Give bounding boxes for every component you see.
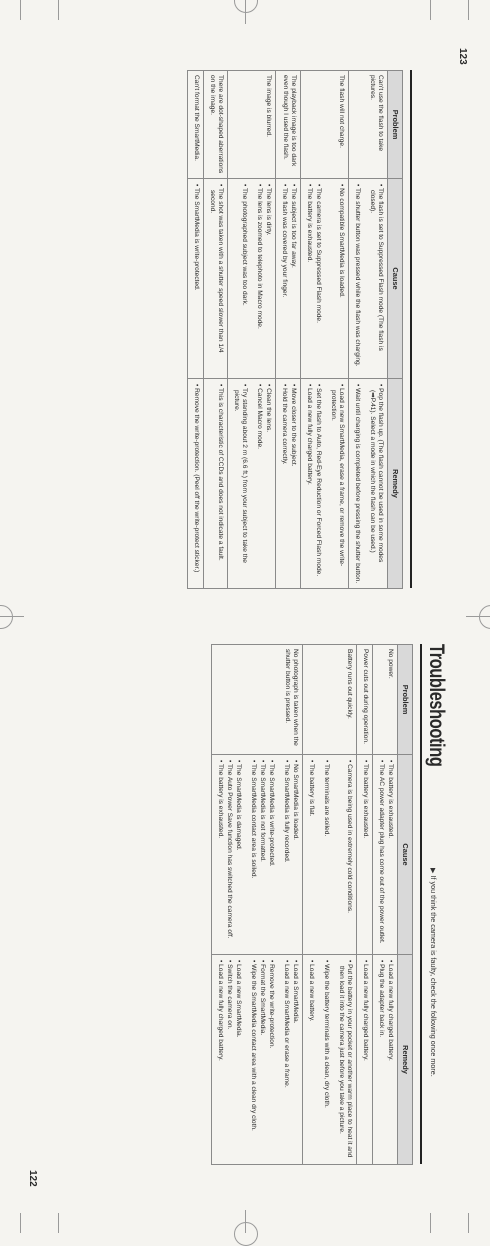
table-row <box>373 645 398 1165</box>
cause-item: • The AC power adapter plug has come out of the power outlet. <box>377 759 385 950</box>
cause-cell <box>303 755 319 955</box>
cause-cell <box>188 179 204 379</box>
cause-item: • The flash is set to Suppressed Flash mode (The flash is closed). <box>368 183 384 374</box>
remedy-item: • Switch the camera on. <box>225 959 233 1160</box>
table-row <box>251 71 276 589</box>
troubleshooting-table-right <box>187 70 403 589</box>
cause-item: • Camera is being used in extremely cold conditions. <box>345 759 353 950</box>
cause-cell <box>301 179 326 379</box>
remedy-item: • Plug the adapter back in. <box>377 959 385 1160</box>
table-row <box>245 645 278 1165</box>
cause-cell <box>251 179 276 379</box>
remedy-item: • Load a new SmartMedia or erase a frame. <box>282 959 290 1160</box>
cause-item: • The SmartMedia contact area is soiled. <box>249 759 257 950</box>
table-row <box>276 71 301 589</box>
cause-item: • The shutter button was pressed while the flash was charging. <box>353 183 361 374</box>
problem-cell <box>318 645 333 755</box>
problem-cell: Can't use the flash to take pictures. <box>364 71 388 179</box>
column-header-remedy: Remedy <box>388 379 403 589</box>
cause-cell <box>276 179 301 379</box>
cause-cell <box>228 179 252 379</box>
cause-cell <box>278 755 303 955</box>
table-row <box>325 71 349 589</box>
remedy-cell <box>349 379 365 589</box>
remedy-cell <box>188 379 204 589</box>
remedy-cell <box>373 955 398 1165</box>
remedy-item: • Move closer to the subject. <box>289 383 297 584</box>
remedy-item: • Load a new fully charged battery. <box>361 959 369 1160</box>
cause-cell <box>212 755 246 955</box>
remedy-item: • Remove the write-protection. (Peel off the write-protect sticker.) <box>192 383 200 584</box>
cause-item: • The battery is exhausted. <box>386 759 394 950</box>
remedy-item: • Wipe the battery terminals with a clean, dry cloth. <box>322 959 330 1160</box>
remedy-cell <box>278 955 303 1165</box>
remedy-item: • Put the battery in your pocket or another warm place to heat it and then load it into the camera just before you take a picture. <box>337 959 353 1160</box>
problem-cell <box>303 645 319 755</box>
table-row <box>349 71 365 589</box>
remedy-item: • Load a new fully charged battery. <box>216 959 224 1160</box>
remedy-cell <box>228 379 252 589</box>
remedy-item: • Wait until charging is completed before pressing the shutter button. <box>353 383 361 584</box>
problem-cell: Battery runs out quickly. <box>333 645 357 755</box>
remedy-cell <box>301 379 326 589</box>
table-row <box>333 645 357 1165</box>
page-number-left: 122 <box>27 1170 38 1187</box>
problem-cell <box>245 645 278 755</box>
cause-item: • The photographed subject was too dark. <box>240 183 248 374</box>
table-row <box>278 645 303 1165</box>
problem-cell <box>228 71 252 179</box>
column-header-problem: Problem <box>388 71 403 179</box>
cause-item: • No compatible SmartMedia is loaded. <box>337 183 345 374</box>
remedy-cell <box>325 379 349 589</box>
cause-item: • The camera is set to Suppressed Flash mode. <box>314 183 322 374</box>
cause-item: • The battery is flat. <box>307 759 315 950</box>
header-rule-right <box>410 70 412 588</box>
remedy-item: • Remove the write-protection. <box>267 959 275 1160</box>
column-header-cause: Cause <box>388 179 403 379</box>
remedy-cell <box>204 379 228 589</box>
cause-cell <box>333 755 357 955</box>
table-row <box>212 645 246 1165</box>
remedy-item: • Clean the lens. <box>264 383 272 584</box>
remedy-item: • Load a new fully charged battery. <box>386 959 394 1160</box>
column-header-problem: Problem <box>398 645 413 755</box>
remedy-item: • Load a new SmartMedia, erase a frame, or remove the write-protection. <box>329 383 345 584</box>
cause-item: • The Auto Power Save function has switched the camera off. <box>225 759 233 950</box>
cause-item: • The subject is too far away. <box>289 183 297 374</box>
table-row <box>228 71 252 589</box>
cause-item: • The SmartMedia is write-protected. <box>267 759 275 950</box>
cause-cell <box>373 755 398 955</box>
cause-item: • The SmartMedia is not formatted. <box>258 759 266 950</box>
problem-cell <box>349 71 365 179</box>
problem-cell: There are dot-shaped aberrations on the image. <box>204 71 228 179</box>
remedy-cell <box>333 955 357 1165</box>
cause-cell <box>318 755 333 955</box>
remedy-cell <box>245 955 278 1165</box>
remedy-cell <box>251 379 276 589</box>
problem-cell <box>212 645 246 755</box>
remedy-item: • Load a new battery. <box>307 959 315 1160</box>
remedy-item: • Load a SmartMedia. <box>291 959 299 1160</box>
remedy-item: • Wipe the SmartMedia contact area with a clean dry cloth. <box>249 959 257 1160</box>
cause-item: • The flash was covered by your finger. <box>280 183 288 374</box>
page-title: Troubleshooting <box>425 644 448 767</box>
remedy-item: • Pop the flash up. (The flash cannot be used in some modes (➡P.41). Select a mode in which the flash can be used.) <box>368 383 384 584</box>
remedy-item: • Hold the camera correctly. <box>280 383 288 584</box>
cause-cell <box>204 179 228 379</box>
remedy-item: • Load a new fully charged battery. <box>305 383 313 584</box>
problem-cell: Can't format the SmartMedia. <box>188 71 204 179</box>
problem-cell: The flash will not charge. <box>325 71 349 179</box>
remedy-cell <box>357 955 373 1165</box>
remedy-cell <box>212 955 246 1165</box>
problem-cell: The playback image is too dark even though I used the flash. <box>276 71 301 179</box>
remedy-cell <box>364 379 388 589</box>
cause-item: • The SmartMedia is write-protected. <box>192 183 200 374</box>
table-row <box>303 645 319 1165</box>
column-header-cause: Cause <box>398 755 413 955</box>
intro-note: ▶ If you think the camera is faulty, check the following once more. <box>429 868 438 1077</box>
table-row <box>318 645 333 1165</box>
table-row <box>301 71 326 589</box>
cause-item: • The shot was taken with a shutter speed slower than 1/4 second. <box>208 183 224 374</box>
cause-cell <box>325 179 349 379</box>
remedy-cell <box>303 955 319 1165</box>
cause-cell <box>357 755 373 955</box>
remedy-item: • Set the flash to Auto, Red-Eye Reduction or Forced Flash mode. <box>314 383 322 584</box>
problem-cell: The image is blurred. <box>251 71 276 179</box>
cause-item: • The SmartMedia is fully recorded. <box>282 759 290 950</box>
problem-cell: No power. <box>373 645 398 755</box>
cause-item: • No SmartMedia is loaded. <box>291 759 299 950</box>
cause-item: • The lens is zoomed to telephoto in Macro mode. <box>255 183 263 374</box>
remedy-item: • Cancel Macro mode. <box>255 383 263 584</box>
cause-item: • The battery is exhausted. <box>216 759 224 950</box>
table-row <box>204 71 228 589</box>
problem-cell <box>301 71 326 179</box>
header-rule-left <box>420 644 422 1164</box>
column-header-remedy: Remedy <box>398 955 413 1165</box>
remedy-cell <box>318 955 333 1165</box>
remedy-item: • This is characteristic of CCDs and does not indicate a fault. <box>216 383 224 584</box>
cause-item: • The battery is exhausted. <box>361 759 369 950</box>
cause-item: • The SmartMedia is damaged. <box>234 759 242 950</box>
remedy-item: • Load a new SmartMedia. <box>234 959 242 1160</box>
cause-item: • The lens is dirty. <box>264 183 272 374</box>
cause-cell <box>364 179 388 379</box>
table-row <box>364 71 388 589</box>
remedy-item: • Try standing about 2 m (6.6 ft.) from your subject to take the picture. <box>232 383 248 584</box>
table-row <box>357 645 373 1165</box>
cause-cell <box>245 755 278 955</box>
cause-cell <box>349 179 365 379</box>
page-number-right: 123 <box>457 48 468 65</box>
remedy-item: • Format the SmartMedia. <box>258 959 266 1160</box>
troubleshooting-table-left <box>211 644 413 1165</box>
table-row <box>188 71 204 589</box>
cause-item: • The terminals are soiled. <box>322 759 330 950</box>
remedy-cell <box>276 379 301 589</box>
problem-cell: Power cuts out during operation. <box>357 645 373 755</box>
problem-cell: No photograph is taken when the shutter button is pressed. <box>278 645 303 755</box>
cause-item: • The battery is exhausted. <box>305 183 313 374</box>
